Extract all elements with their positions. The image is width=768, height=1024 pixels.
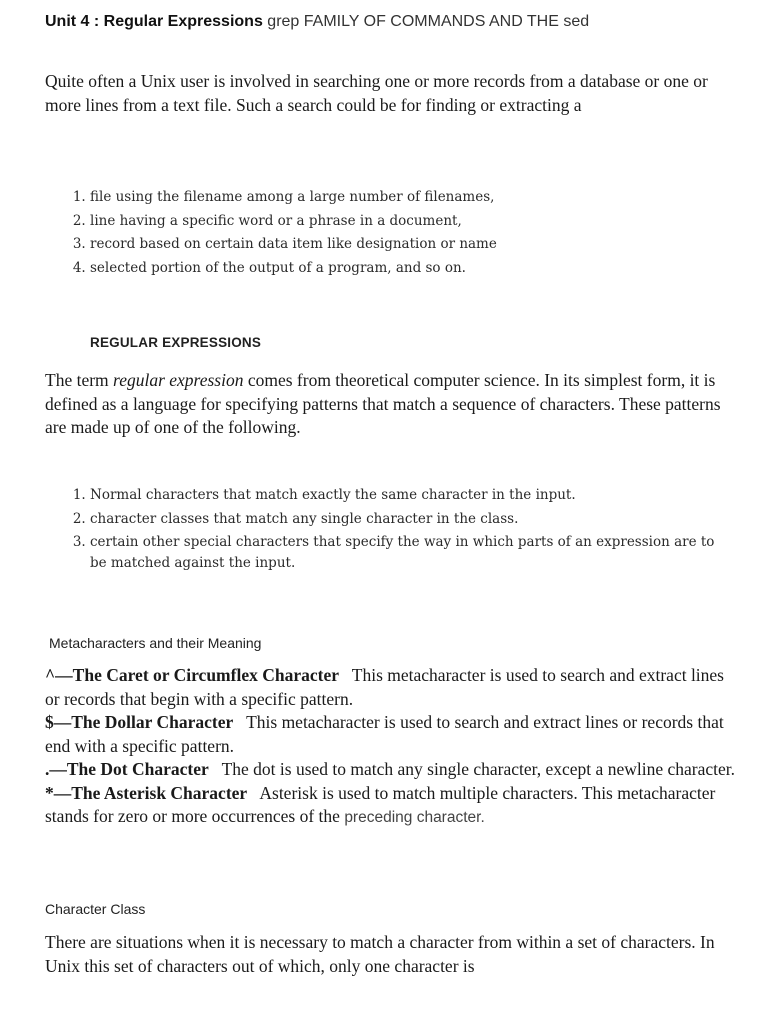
metachar-desc-tail: preceding character. xyxy=(344,809,485,826)
list-item: 1. Normal characters that match exactly the same character in the input. xyxy=(90,484,730,508)
title-rest: grep FAMILY OF COMMANDS AND THE sed xyxy=(262,13,590,30)
list-item: 4. selected portion of the output of a program, and so on. xyxy=(90,257,730,281)
character-class-paragraph: There are situations when it is necessary to match a character from within a set of characters. In Unix this set of characters out of which, only one character is xyxy=(45,932,715,976)
list-item: 2. line having a specific word or a phrase in a document, xyxy=(90,210,730,234)
metacharacters-heading: Metacharacters and their Meaning xyxy=(49,635,262,651)
list-item: 3. certain other special characters that specify the way in which parts of an expression are to be matched against the input. xyxy=(90,532,730,574)
title-bold: Unit 4 : Regular Expressions xyxy=(45,13,263,30)
metachar-asterisk xyxy=(45,782,735,830)
search-list xyxy=(45,186,730,280)
metachar-desc: This metacharacter is used to search and extract lines or records that begin with a specific pattern. xyxy=(45,665,724,709)
regex-heading: REGULAR EXPRESSIONS xyxy=(90,335,262,350)
metachar-dot xyxy=(45,758,735,782)
pattern-list xyxy=(45,484,730,574)
list-item: 2. character classes that match any single character in the class. xyxy=(90,508,730,532)
regex-para-before: The term xyxy=(45,370,114,390)
intro-paragraph: Quite often a Unix user is involved in searching one or more records from a database or one or more lines from a text file. Such a search could be for finding or extracting a xyxy=(45,71,708,115)
metachar-desc: This metacharacter is used to search and extract lines or records that end with a specific pattern. xyxy=(45,712,724,756)
metachar-name: $—The Dollar Character xyxy=(45,712,234,732)
metachar-dollar xyxy=(45,711,735,758)
list-item: 3. record based on certain data item like designation or name xyxy=(90,233,730,257)
page-title xyxy=(45,13,589,31)
regex-para-after: comes from theoretical computer science. In its simplest form, it is defined as a language for specifying patterns that match a sequence of characters. These patterns are made up of one of the following. xyxy=(45,370,721,437)
metachar-name: ^—The Caret or Circumflex Character xyxy=(45,665,339,685)
character-class-heading: Character Class xyxy=(45,901,146,917)
metacharacters-block xyxy=(45,664,735,830)
metachar-name: *—The Asterisk Character xyxy=(45,782,248,803)
metachar-caret xyxy=(45,664,735,711)
metachar-desc: The dot is used to match any single character, except a newline character. xyxy=(221,759,735,779)
list-item: 1. file using the filename among a large number of filenames, xyxy=(90,186,730,210)
metachar-name: .—The Dot Character xyxy=(45,759,209,779)
metachar-desc: Asterisk is used to match multiple characters. This metacharacter stands for zero or more occurrences of the xyxy=(45,782,716,826)
regex-paragraph xyxy=(45,369,735,440)
regex-term: regular expression xyxy=(113,370,244,390)
